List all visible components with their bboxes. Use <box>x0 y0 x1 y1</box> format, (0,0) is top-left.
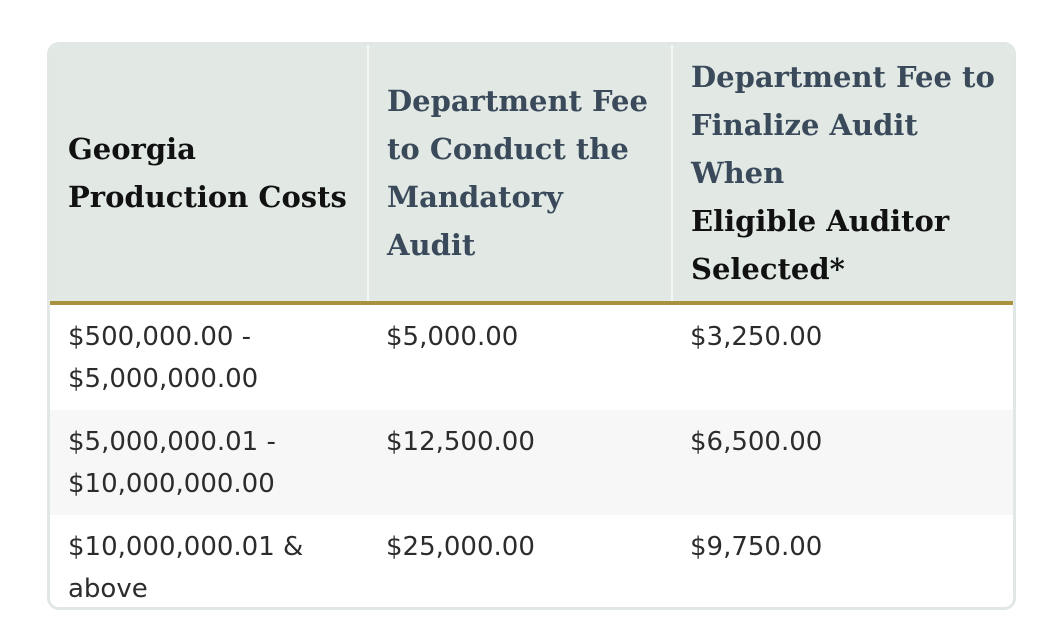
production-cost-range <box>50 515 368 610</box>
header-conduct-audit-fee <box>368 45 672 303</box>
header-finalize-audit-fee-line5: Selected* <box>691 252 845 286</box>
header-production-costs <box>50 45 368 303</box>
conduct-audit-fee: $5,000.00 <box>368 303 672 410</box>
fee-table-card <box>47 42 1016 610</box>
production-cost-range-line1: $10,000,000.01 & <box>68 532 304 562</box>
production-cost-range <box>50 303 368 410</box>
conduct-audit-fee: $12,500.00 <box>368 410 672 515</box>
finalize-audit-fee: $6,500.00 <box>672 410 1013 515</box>
table-body <box>50 303 1013 610</box>
table-header <box>50 45 1013 303</box>
header-finalize-audit-fee-line2: Finalize Audit <box>691 108 918 142</box>
header-production-costs-line2: Production Costs <box>68 180 347 214</box>
header-finalize-audit-fee-line3: When <box>691 156 785 190</box>
finalize-audit-fee: $9,750.00 <box>672 515 1013 610</box>
header-finalize-audit-fee <box>672 45 1013 303</box>
production-cost-range-line2: $10,000,000.00 <box>68 469 275 499</box>
production-cost-range <box>50 410 368 515</box>
header-conduct-audit-fee-line2: to Conduct the <box>387 132 629 166</box>
header-conduct-audit-fee-line1: Department Fee <box>387 84 648 118</box>
finalize-audit-fee: $3,250.00 <box>672 303 1013 410</box>
conduct-audit-fee: $25,000.00 <box>368 515 672 610</box>
table-row <box>50 410 1013 515</box>
audit-fee-table <box>50 45 1013 610</box>
header-finalize-audit-fee-line4: Eligible Auditor <box>691 204 950 238</box>
header-row <box>50 45 1013 303</box>
table-row <box>50 303 1013 410</box>
table-row <box>50 515 1013 610</box>
header-finalize-audit-fee-line1: Department Fee to <box>691 60 995 94</box>
production-cost-range-line1: $500,000.00 - <box>68 322 252 352</box>
header-production-costs-line1: Georgia <box>68 132 196 166</box>
production-cost-range-line2: above <box>68 574 148 604</box>
production-cost-range-line2: $5,000,000.00 <box>68 364 259 394</box>
header-conduct-audit-fee-line3: Mandatory Audit <box>387 180 563 262</box>
production-cost-range-line1: $5,000,000.01 - <box>68 427 276 457</box>
